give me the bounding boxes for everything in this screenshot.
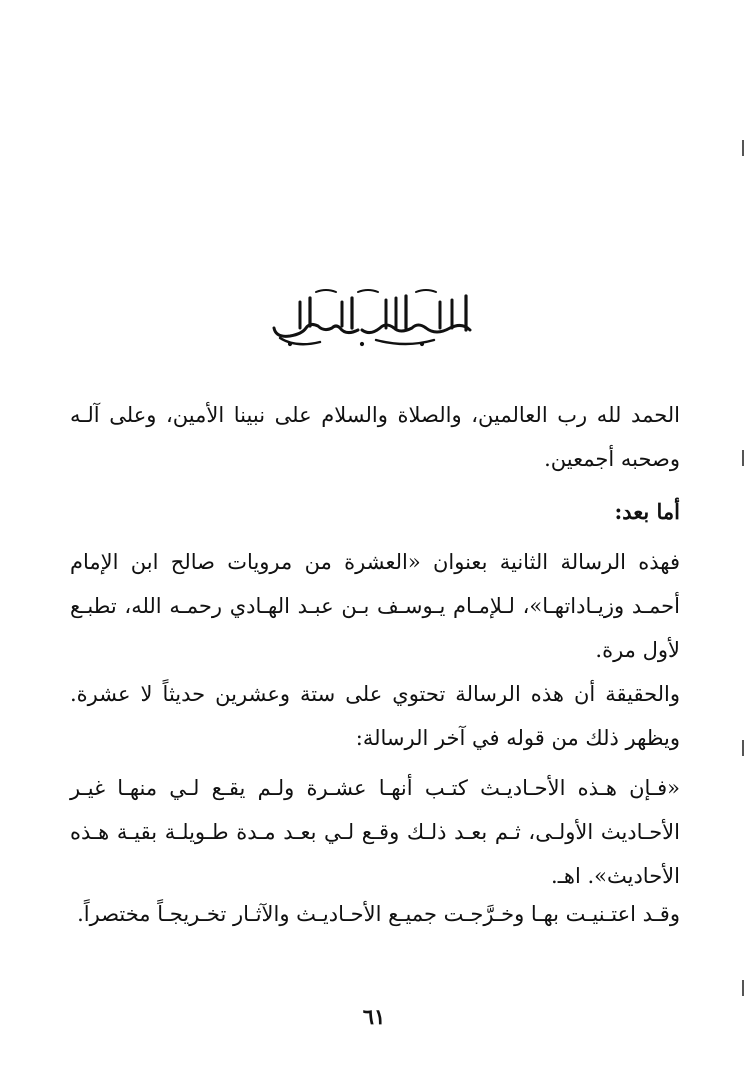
margin-mark	[742, 740, 744, 756]
basmala-calligraphy	[266, 282, 478, 352]
paragraph-quote: «فـإن هـذه الأحـاديـث كتـب أنهـا عشـرة ولـم يقـع لـي منهـا غيـر الأحـاديث الأولـى، ثـم بعـد ذلـك وقـع لـي بعـد مـدة طـويلـة بقيـة هـذه الأحاديث». اهـ.	[70, 776, 680, 888]
paragraph-risala-intro: فهذه الرسالة الثانية بعنوان «العشرة من مرويات صالح ابن الإمام أحمـد وزيـاداتهـا»، لـلإمـام يـوسـف بـن عبـد الهـادي رحمـه الله، تطبـع لأول مرة.	[70, 550, 680, 662]
basmala-calligraphy-icon	[266, 282, 478, 352]
margin-mark	[742, 450, 744, 466]
margin-mark	[742, 980, 744, 996]
page-number: ٦١	[362, 1004, 386, 1029]
paragraph-praise: الحمد لله رب العالمين، والصلاة والسلام على نبينا الأمين، وعلى آلـه وصحبه أجمعين.	[70, 403, 680, 471]
margin-mark	[742, 140, 744, 156]
paragraph-reality: والحقيقة أن هذه الرسالة تحتوي على ستة وعشرين حديثاً لا عشرة. ويظهر ذلك من قوله في آخر الرسالة:	[70, 682, 680, 750]
paragraph-amma-baad: أما بعد:	[614, 499, 680, 524]
paragraph-takhrij: وقـد اعتـنيـت بهـا وخـرَّجـت جميـع الأحـاديـث والآثـار تخـريجـاً مختصراً.	[77, 902, 680, 926]
